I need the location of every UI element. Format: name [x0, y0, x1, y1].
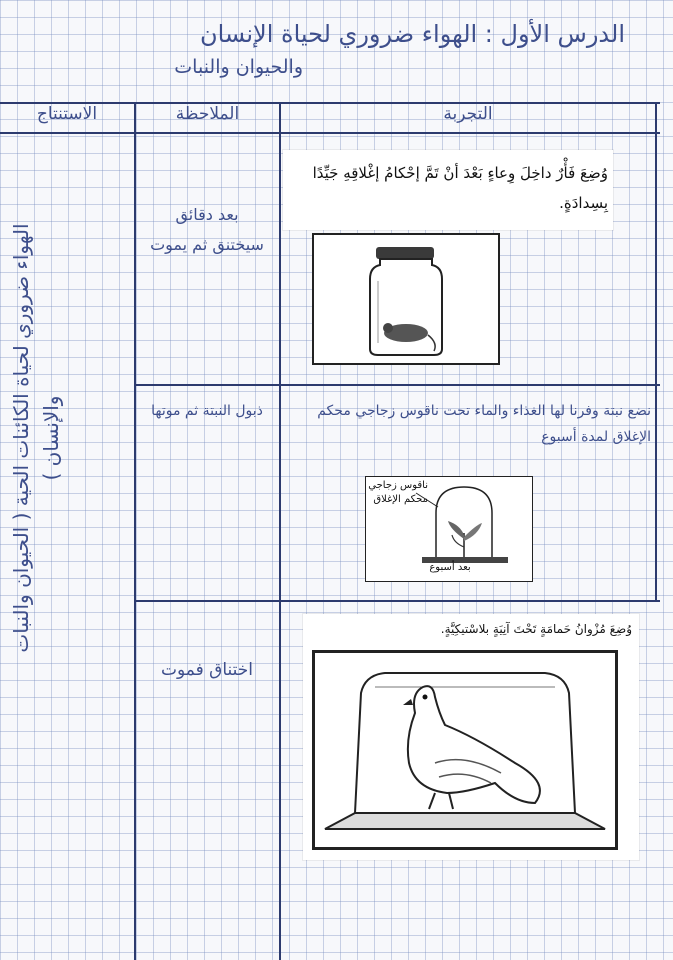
row-divider-1	[135, 384, 660, 386]
observation-1: بعد دقائق سيختنق ثم يموت	[150, 205, 264, 254]
plant-figure-label-bell: ناقوس زجاجي	[368, 480, 428, 491]
plant-figure-caption: بعد أسبوع	[429, 562, 471, 573]
plant-figure-label-sealed: محكم الإغلاق	[373, 494, 428, 505]
header-observation: الملاحظة	[175, 104, 240, 124]
experiment-1-text: وُضِعَ فَأْرٌ داخِلَ وِعاءٍ بَعْدَ أنْ تَمَّ إحْكامُ إغْلاقِهِ جَيِّدًا بِسِدادَةٍ.	[312, 164, 608, 212]
header-conclusion: الاستنتاج	[36, 104, 98, 124]
lesson-title-continued: والحيوان والنبات	[174, 56, 303, 78]
jar-with-mouse-icon	[314, 235, 498, 363]
column-divider-2	[279, 102, 281, 960]
observation-3: اختناق فموت	[160, 660, 253, 680]
mouse-jar-figure	[312, 233, 500, 365]
lesson-title: الدرس الأول : الهواء ضروري لحياة الإنسان	[199, 20, 625, 48]
pigeon-container-figure	[312, 650, 618, 850]
column-divider-1	[134, 102, 136, 960]
row-divider-2	[135, 600, 660, 602]
conclusion-text: الهواء ضروري لحياة الكائنات الحية ( الحيوان والنبات والإنسان )	[9, 223, 63, 653]
experiment-2-text: نضع نبتة وفرنا لها الغذاء والماء تحت ناقوس زجاجي محكم الإغلاق لمدة أسبوع	[317, 403, 651, 445]
pigeon-under-container-icon	[315, 653, 615, 847]
table-header-border	[0, 132, 660, 134]
experiment-3-text: وُضِعَ مُزْوانُ حَمامَةٍ تَحْتَ آنِيَةٍ بلاسْتيكِيَّةٍ.	[440, 622, 632, 636]
table-right-border	[655, 102, 657, 602]
observation-2: ذبول النبتة ثم موتها	[151, 403, 263, 419]
header-experiment: التجربة	[443, 104, 493, 124]
